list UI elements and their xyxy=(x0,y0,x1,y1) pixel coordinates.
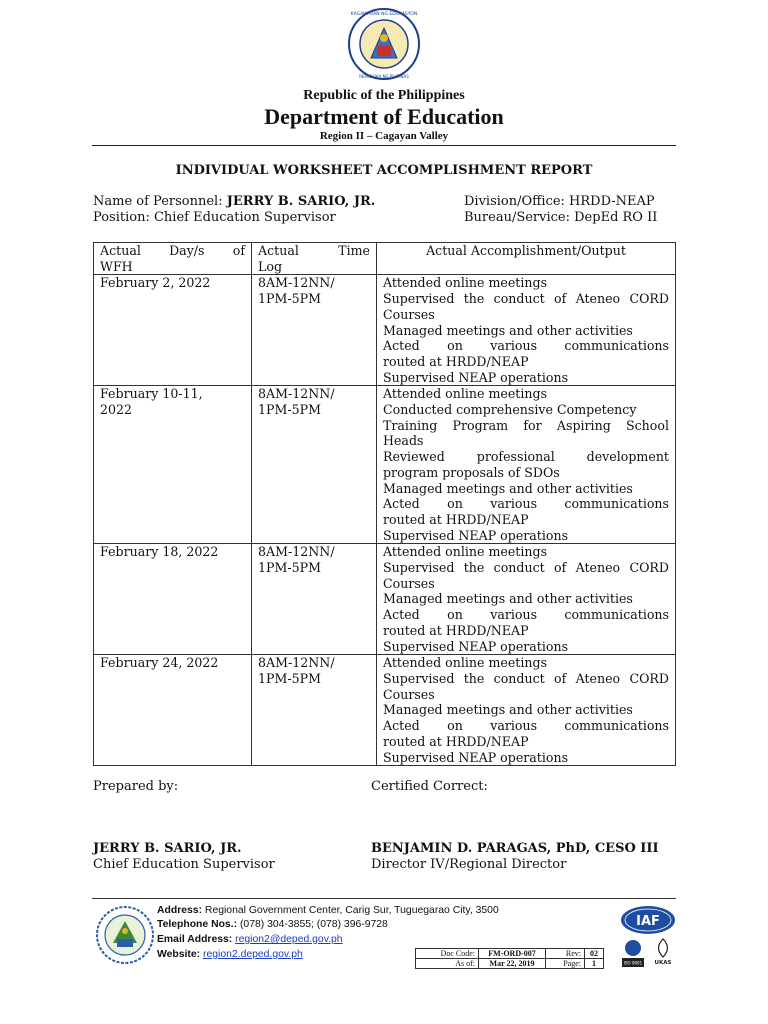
output-cell-line: Attended online meetings xyxy=(383,655,548,671)
seal-text: KAGAWARAN NG EDUKASYON xyxy=(350,12,418,17)
seal-bottom-text: REPUBLIKA NG PILIPINAS xyxy=(359,74,409,79)
personnel-position: Position: Chief Education Supervisor xyxy=(93,210,336,225)
iaf-logo-icon xyxy=(620,905,676,935)
time-cell xyxy=(252,386,377,544)
preparer-title: Chief Education Supervisor xyxy=(93,857,275,872)
output-cell-line: Managed meetings and other activities xyxy=(383,322,633,338)
rev-value: 02 xyxy=(585,949,604,959)
output-cell-line: Managed meetings and other activities xyxy=(383,702,633,718)
output-cell-line: Supervised the conduct of Ateneo CORD xyxy=(383,560,669,576)
republic-label: Republic of the Philippines xyxy=(303,88,465,103)
telephone-label: Telephone Nos.: xyxy=(157,919,238,930)
regional-seal-icon xyxy=(95,905,155,965)
as-of-label: As of: xyxy=(416,959,479,969)
doc-code-label: Doc Code: xyxy=(416,949,479,959)
day-cell-line: February 18, 2022 xyxy=(100,544,219,560)
table-header-row xyxy=(94,243,676,275)
iaf-text: IAF xyxy=(636,914,660,929)
output-cell-line: Supervised the conduct of Ateneo CORD xyxy=(383,291,669,307)
time-cell xyxy=(252,544,377,655)
day-cell-line: 2022 xyxy=(100,402,133,418)
time-cell-line: 8AM-12NN/ xyxy=(258,275,335,291)
certifier-title: Director IV/Regional Director xyxy=(371,857,567,872)
output-cell-line: Supervised NEAP operations xyxy=(383,369,569,385)
table-row xyxy=(94,544,676,655)
region-label: Region II – Cagayan Valley xyxy=(319,130,449,142)
output-cell-line: Conducted comprehensive Competency xyxy=(383,402,637,418)
email-label: Email Address: xyxy=(157,934,233,945)
output-cell-line: Attended online meetings xyxy=(383,386,548,402)
output-cell-line: Acted on various communications xyxy=(383,338,669,354)
address-value: Regional Government Center, Carig Sur, Tuguegarao City, 3500 xyxy=(202,905,499,916)
page-value: 1 xyxy=(585,959,604,969)
output-cell-line: Acted on various communications xyxy=(383,718,669,734)
header-time: Actual Time Log xyxy=(252,243,377,275)
output-cell-line: Courses xyxy=(383,306,435,322)
deped-seal-icon xyxy=(347,6,421,86)
footer-address xyxy=(157,905,499,916)
output-cell-line: Heads xyxy=(383,433,424,449)
page-label: Page: xyxy=(546,959,585,969)
iso-text: ISO 9001 xyxy=(623,960,643,966)
output-cell-line: Courses xyxy=(383,575,435,591)
personnel-name xyxy=(93,194,375,209)
output-cell xyxy=(377,275,676,386)
website-link[interactable]: region2.deped.gov.ph xyxy=(203,949,303,960)
certifier-name: BENJAMIN D. PARAGAS, PhD, CESO III xyxy=(371,841,659,856)
as-of-value: Mar 22, 2019 xyxy=(479,959,546,969)
prepared-by-label: Prepared by: xyxy=(93,779,179,794)
personnel-name-label: Name of Personnel: xyxy=(93,194,227,209)
time-cell-line: 1PM-5PM xyxy=(258,670,322,686)
bureau-service: Bureau/Service: DepEd RO II xyxy=(464,210,658,225)
email-link[interactable]: region2@deped.gov.ph xyxy=(235,934,343,945)
output-cell-line: Supervised NEAP operations xyxy=(383,527,569,543)
output-cell xyxy=(377,544,676,655)
header-output: Actual Accomplishment/Output xyxy=(377,243,676,275)
day-cell-line: February 2, 2022 xyxy=(100,275,211,291)
footer-divider xyxy=(92,898,676,899)
output-cell-line: Managed meetings and other activities xyxy=(383,480,633,496)
day-cell-line: February 10-11, xyxy=(100,386,203,402)
time-cell-line: 1PM-5PM xyxy=(258,560,322,576)
division-office: Division/Office: HRDD-NEAP xyxy=(464,194,655,209)
time-cell xyxy=(252,655,377,766)
output-cell-line: Attended online meetings xyxy=(383,275,548,291)
personnel-name-value: JERRY B. SARIO, JR. xyxy=(226,194,376,209)
doc-control-table xyxy=(415,948,604,969)
time-cell-line: 1PM-5PM xyxy=(258,291,322,307)
output-cell-line: Reviewed professional development xyxy=(383,449,669,465)
time-cell-line: 8AM-12NN/ xyxy=(258,386,335,402)
output-cell-line: routed at HRDD/NEAP xyxy=(383,733,529,749)
ukas-text: UKAS xyxy=(654,960,672,966)
day-cell xyxy=(94,544,252,655)
iso-cert-icon xyxy=(620,937,646,969)
ukas-cert-icon xyxy=(650,937,676,969)
doc-code-value: FM-ORD-007 xyxy=(479,949,546,959)
output-cell xyxy=(377,655,676,766)
output-cell-line: Supervised NEAP operations xyxy=(383,638,569,654)
header-divider xyxy=(92,145,676,146)
table-row xyxy=(94,655,676,766)
time-cell-line: 1PM-5PM xyxy=(258,402,322,418)
output-cell-line: Managed meetings and other activities xyxy=(383,591,633,607)
day-cell xyxy=(94,655,252,766)
rev-label: Rev: xyxy=(546,949,585,959)
department-title: Department of Education xyxy=(264,104,504,129)
day-cell-line: February 24, 2022 xyxy=(100,655,219,671)
table-row xyxy=(94,386,676,544)
footer-telephone xyxy=(157,919,388,930)
report-title: INDIVIDUAL WORKSHEET ACCOMPLISHMENT REPORT xyxy=(175,163,593,178)
output-cell-line: Attended online meetings xyxy=(383,544,548,560)
output-cell-line: routed at HRDD/NEAP xyxy=(383,353,529,369)
output-cell-line: Supervised the conduct of Ateneo CORD xyxy=(383,670,669,686)
time-cell-line: 8AM-12NN/ xyxy=(258,544,335,560)
output-cell xyxy=(377,386,676,544)
output-cell-line: Acted on various communications xyxy=(383,607,669,623)
output-cell-line: routed at HRDD/NEAP xyxy=(383,511,529,527)
day-cell xyxy=(94,386,252,544)
website-label: Website: xyxy=(157,949,201,960)
output-cell-line: routed at HRDD/NEAP xyxy=(383,622,529,638)
footer-email xyxy=(157,934,343,945)
certified-label: Certified Correct: xyxy=(371,779,488,794)
preparer-name: JERRY B. SARIO, JR. xyxy=(93,841,242,856)
output-cell-line: Courses xyxy=(383,686,435,702)
output-cell-line: Supervised NEAP operations xyxy=(383,749,569,765)
output-cell-line: Acted on various communications xyxy=(383,496,669,512)
output-cell-line: Training Program for Aspiring School xyxy=(383,417,669,433)
day-cell xyxy=(94,275,252,386)
header-day: Actual Day/s of WFH xyxy=(94,243,252,275)
time-cell xyxy=(252,275,377,386)
telephone-value: (078) 304-3855; (078) 396-9728 xyxy=(237,919,388,930)
address-label: Address: xyxy=(157,905,203,916)
output-cell-line: program proposals of SDOs xyxy=(383,464,560,480)
footer-website xyxy=(157,949,303,960)
table-row xyxy=(94,275,676,386)
accomplishment-table xyxy=(93,242,676,766)
time-cell-line: 8AM-12NN/ xyxy=(258,655,335,671)
